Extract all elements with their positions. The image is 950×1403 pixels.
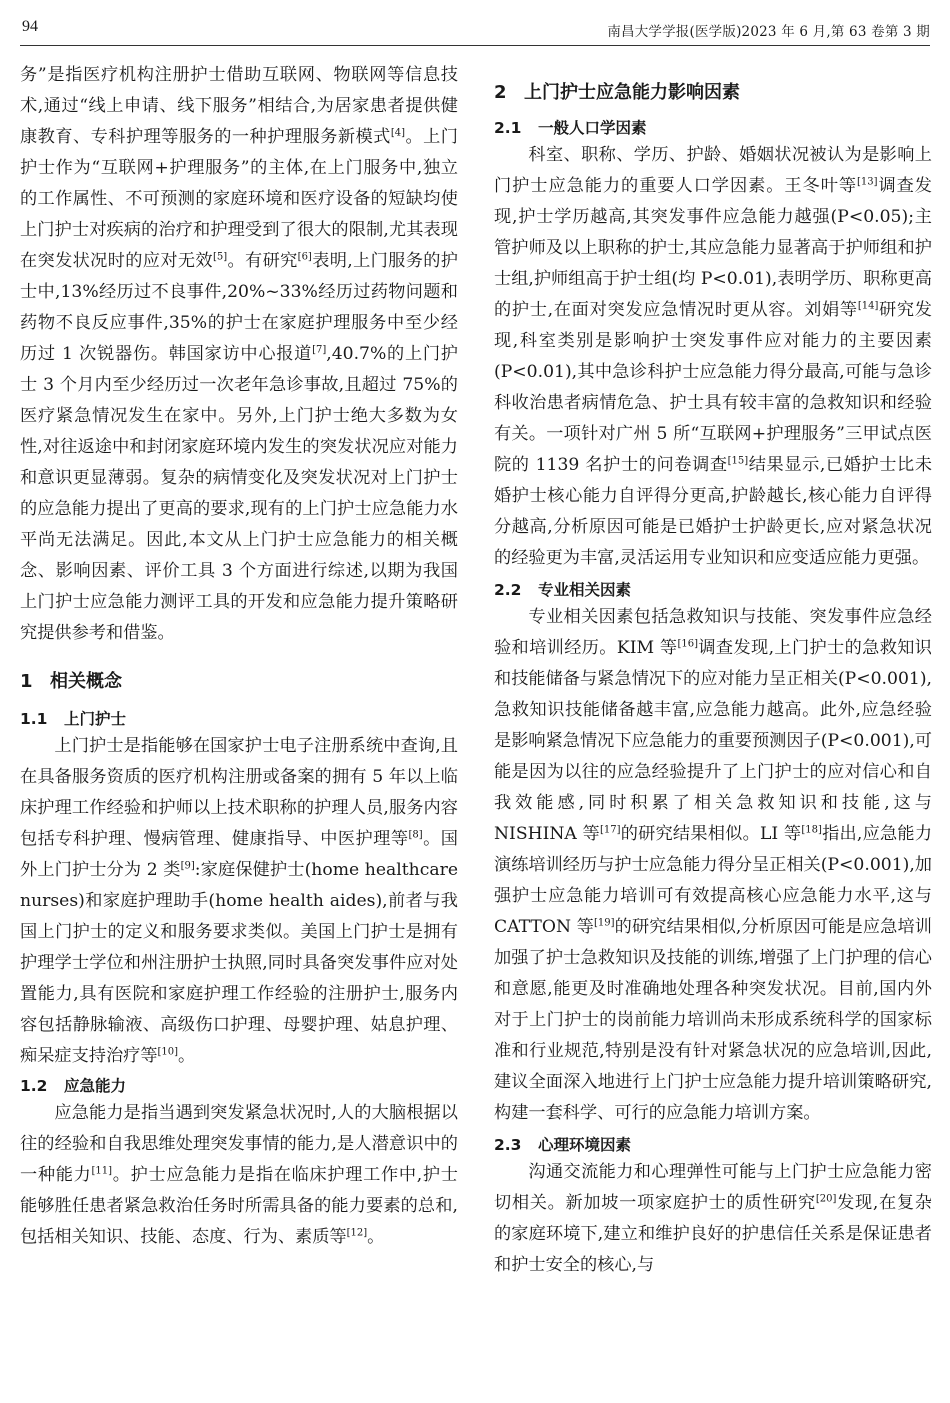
intro-paragraph: 务”是指医疗机构注册护士借助互联网、物联网等信息技术,通过“线上申请、线下服务”相结合,为居家患者提供健康教育、专科护理等服务的一种护理服务新模式[4]。上门护士作为“互联网+护理服务”的主体,在上门服务中,独立的工作属性、不可预测的家庭环境和医疗设备的短缺均使上门护士对疾病的治疗和护理受到了很大的限制,尤其表现在突发状况时的应对无效[5]。有研究[6]表明,上门服务的护士中,13%经历过不良事件,20%~33%经历过药物问题和药物不良反应事件,35%的护士在家庭护理服务中至少经历过 1 次锐器伤。韩国家访中心报道[7],40.7%的上门护士 3 个月内至少经历过一次老年急诊事故,且超过 75%的医疗紧急情况发生在家中。另外,上门护士绝大多数为女性,对往返途中和封闭家庭环境内发生的突发状况应对能力和意识更显薄弱。复杂的病情变化及突发状况对上门护士的应急能力提出了更高的要求,现有的上门护士应急能力水平尚无法满足。因此,本文从上门护士应急能力的相关概念、影响因素、评价工具 3 个方面进行综述,以期为我国上门护士应急能力测评工具的开发和应急能力提升策略研究提供参考和借鉴。: [20, 65, 458, 643]
citation-marker: [9]: [180, 860, 195, 872]
subsection-2-3-heading: [494, 1133, 932, 1155]
subsection-title: 上门护士: [64, 710, 127, 728]
subsection-title: 专业相关因素: [538, 581, 632, 599]
citation-marker: [12]: [346, 1227, 368, 1239]
subsection-title: 一般人口学因素: [538, 119, 647, 137]
citation-marker: [13]: [857, 176, 878, 188]
subsection-2-2-text: 专业相关因素包括急救知识与技能、突发事件应急经验和培训经历。KIM 等[16]调查发现,上门护士的急救知识和技能储备与紧急情况下的应对能力呈正相关(P<0.001),急救知识技能储备越丰富,应急能力越高。此外,应急经验是影响紧急情况下应急能力的重要预测因子(P<0.001),可能是因为以往的应急经验提升了上门护士的应对信心和自我效能感,同时积累了相关急救知识和技能,这与 NISHINA 等[17]的研究结果相似。LI 等[18]指出,应急能力演练培训经历与护士应急能力得分呈正相关(P<0.001),加强护士应急能力培训可有效提高核心应急能力水平,这与 CATTON 等[19]的研究结果相似,分析原因可能是应急培训加强了护士急救知识及技能的训练,增强了上门护理的信心和意愿,能更及时准确地处理各种突发状况。目前,国内外对于上门护士的岗前能力培训尚未形成系统科学的国家标准和行业规范,特别是没有针对紧急状况的应急培训,因此,建议全面深入地进行上门护士应急能力提升培训策略研究,构建一套科学、可行的应急能力培训方案。: [494, 607, 933, 1123]
page-number: 94: [22, 18, 38, 35]
subsection-number: 1.1: [20, 710, 48, 728]
header-rule: [20, 45, 930, 46]
subsection-1-2-text: 应急能力是指当遇到突发紧急状况时,人的大脑根据以往的经验和自我思维处理突发事情的能力,是人潜意识中的一种能力[11]。护士应急能力是指在临床护理工作中,护士能够胜任患者紧急救治任务时所需具备的能力要素的总和,包括相关知识、技能、态度、行为、素质等[12]。: [20, 1103, 458, 1247]
subsection-2-1-heading: [494, 116, 932, 138]
citation-marker: [6]: [297, 251, 312, 263]
citation-marker: [4]: [390, 127, 405, 139]
journal-running-head: 南昌大学学报(医学版)2023 年 6 月,第 63 卷第 3 期: [607, 24, 930, 40]
subsection-title: 应急能力: [64, 1077, 127, 1095]
subsection-number: 2.2: [494, 581, 522, 599]
section-1-heading: [20, 667, 458, 693]
left-column: [20, 60, 458, 1253]
subsection-2-1-text: 科室、职称、学历、护龄、婚姻状况被认为是影响上门护士应急能力的重要人口学因素。王冬叶等[13]调查发现,护士学历越高,其突发事件应急能力越强(P<0.05);主管护师及以上职称的护士,其应急能力显著高于护师组和护士组,护师组高于护士组(均 P<0.01),表明学历、职称更高的护士,在面对突发应急情况时更从容。刘娟等[14]研究发现,科室类别是影响护士突发事件应对能力的主要因素(P<0.01),其中急诊科护士应急能力得分最高,可能与急诊科收治患者病情危急、护士具有较丰富的急救知识和经验有关。一项针对广州 5 所“互联网+护理服务”三甲试点医院的 1139 名护士的问卷调查[15]结果显示,已婚护士比未婚护士核心能力自评得分更高,护龄越长,核心能力自评得分越高,分析原因可能是已婚护士护龄更长,应对紧急状况的经验更为丰富,灵活运用专业知识和应变适应能力更强。: [494, 145, 933, 568]
citation-marker: [14]: [857, 300, 879, 312]
section-2-heading: [494, 78, 932, 104]
citation-marker: [15]: [727, 455, 749, 467]
right-column: [494, 60, 932, 1281]
citation-marker: [5]: [212, 251, 228, 263]
section-number: 1: [20, 671, 33, 692]
citation-marker: [19]: [593, 917, 615, 929]
citation-marker: [7]: [312, 344, 327, 356]
subsection-2-2-heading: [494, 578, 932, 600]
citation-marker: [11]: [91, 1165, 113, 1177]
subsection-number: 2.1: [494, 119, 522, 137]
subsection-number: 1.2: [20, 1077, 48, 1095]
subsection-number: 2.3: [494, 1136, 522, 1154]
subsection-title: 心理环境因素: [538, 1136, 632, 1154]
section-number: 2: [494, 82, 507, 103]
section-title: 上门护士应急能力影响因素: [524, 82, 740, 103]
citation-marker: [18]: [801, 824, 822, 836]
subsection-1-2-heading: [20, 1074, 458, 1096]
citation-marker: [8]: [408, 829, 423, 841]
citation-marker: [20]: [815, 1193, 837, 1205]
subsection-2-3-text: 沟通交流能力和心理弹性可能与上门护士应急能力密切相关。新加坡一项家庭护士的质性研究[20]发现,在复杂的家庭环境下,建立和维护良好的护患信任关系是保证患者和护士安全的核心,与: [494, 1162, 932, 1275]
section-title: 相关概念: [50, 671, 122, 692]
citation-marker: [16]: [677, 638, 698, 650]
subsection-1-1-heading: [20, 707, 458, 729]
page-header: [22, 14, 930, 44]
citation-marker: [17]: [599, 824, 621, 836]
citation-marker: [10]: [157, 1046, 179, 1058]
subsection-1-1-text: 上门护士是指能够在国家护士电子注册系统中查询,且在具备服务资质的医疗机构注册或备案的拥有 5 年以上临床护理工作经验和护师以上技术职称的护理人员,服务内容包括专科护理、慢病管理、健康指导、中医护理等[8]。国外上门护士分为 2 类[9]:家庭保健护士(home healthcare nurses)和家庭护理助手(home health aides),前者与我国上门护士的定义和服务要求类似。美国上门护士是拥有护理学士学位和州注册护士执照,同时具备突发事件应对处置能力,具有医院和家庭护理工作经验的注册护士,服务内容包括静脉输液、高级伤口护理、母婴护理、姑息护理、痴呆症支持治疗等[10]。: [20, 736, 458, 1066]
